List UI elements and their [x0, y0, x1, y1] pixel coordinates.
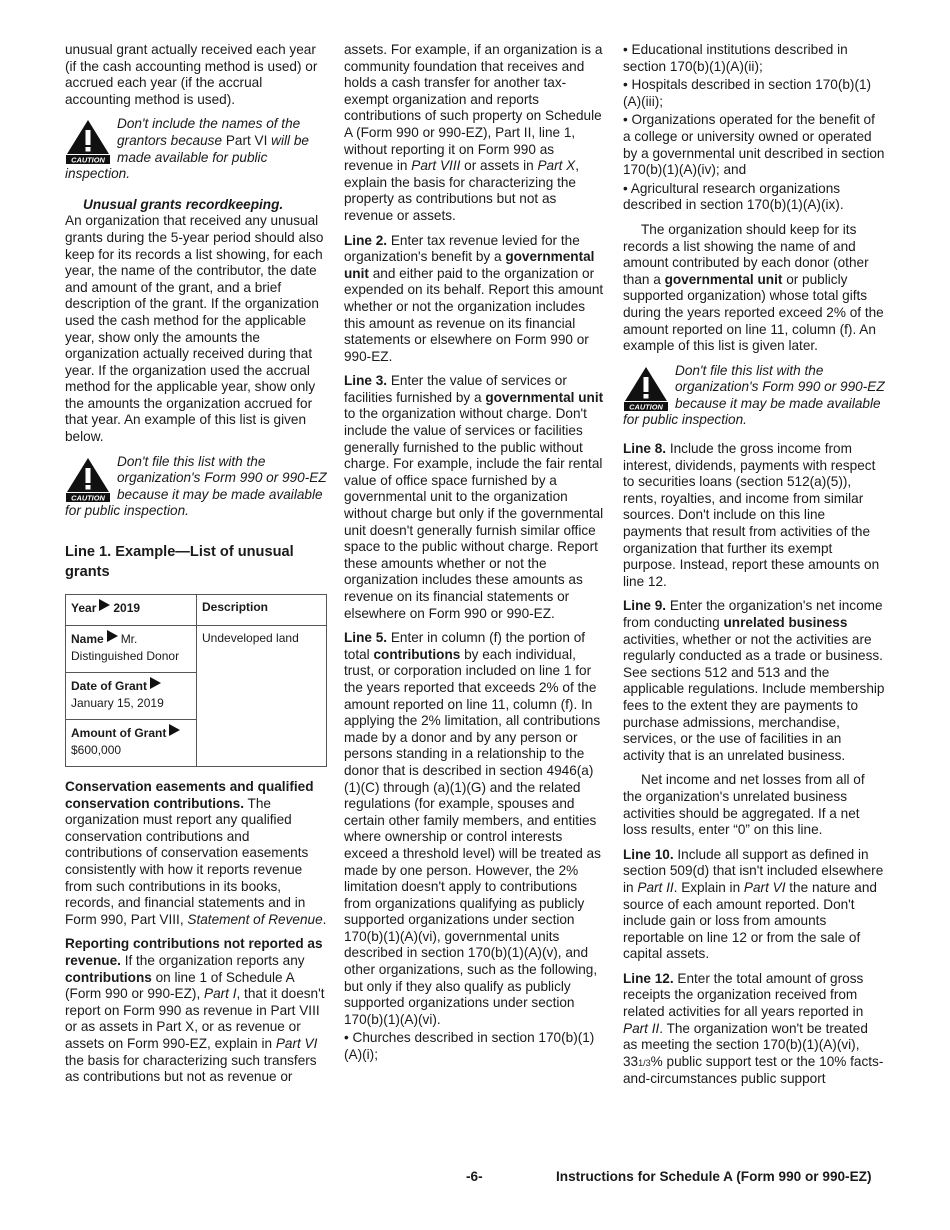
line-2-paragraph: Line 2. Enter tax revenue levied for the organization's benefit by a governmental unit and either paid to the organization or expended on its behalf. Report this amount whether or not the organization includes this amount as revenue on its financial statements or elsewhere on Form 990 or 990-EZ.: [344, 232, 604, 364]
caution-text: Don't file this list with the organization's Form 990 or 990-EZ because it may be made available for public inspection.: [65, 453, 327, 519]
caution-icon: [65, 456, 111, 502]
bullet-item: • Hospitals described in section 170(b)(1)(A)(iii);: [623, 77, 872, 109]
bullet-item: • Organizations operated for the benefit of a college or university owned or operated by a governmental unit described in section 170(b)(1)(A)(iv); and: [623, 112, 885, 178]
bullet-item: • Agricultural research organizations described in section 170(b)(1)(A)(ix).: [623, 180, 844, 213]
reporting-contributions-paragraph: Reporting contributions not reported as revenue. If the organization reports any contributions on line 1 of Schedule A (Form 990 or 990-EZ), Part I, that it doesn't report on Form 990 as revenue in Part VIII or as assets in Part X, or as revenue or assets on Form 990-EZ, explain in Part VI the basis for characterizing such transfers as contributions but not as revenue or: [65, 936, 325, 1085]
line-12-paragraph: Line 12. Enter the total amount of gross receipts the organization received from related activities for all years reported in Part II. The organization won't be treated as meeting the section 170(b)(1)(A)(vi), 331/3% public support test or the 10% facts-and-circumstances public support: [623, 970, 884, 1087]
paragraph-continuation: assets. For example, if an organization is a community foundation that receives and holds a cash transfer for another tax-exempt organization and reports contributions of such property on Schedule A (Form 990 or 990-EZ), Part II, line 1, without reporting it on Form 990 as revenue in Part VIII or assets in Part X, explain the basis for characterizing the property as contributions but not as revenue or assets.: [344, 42, 603, 223]
svg-text:CAUTION: CAUTION: [71, 493, 105, 502]
column-1: [65, 42, 327, 1094]
name-cell: Name Mr. Distinguished Donor: [66, 626, 197, 673]
caution-note-3: [623, 363, 885, 429]
caution-note-2: [65, 454, 327, 520]
line-5-paragraph: Line 5. Enter in column (f) the portion of total contributions by each individual, trust, or corporation included on line 1 for the years reported that exceeds 2% of the amount reported on line 11, column (f). In applying the 2% limitation, all contributions made by a donor and by any person or persons standing in a relationship to the donor that is described in section 4946(a)(1)(C) through (a)(1)(G) and the related regulations (for example, spouses and certain other family members, and entities where ownership or control interests exceed a threshold level) will be treated as made by one person. However, the 2% limitation doesn't apply to contributions from organizations qualifying as publicly supported organizations under section 170(b)(1)(A)(vi), governmental units described in section 170(b)(1)(A)(v), and other organizations, such as the following, but only if they also qualify as publicly supported organizations under section 170(b)(1)(A)(vi).: [344, 630, 601, 1027]
unusual-grants-recordkeeping: Unusual grants recordkeeping. An organization that received any unusual grants during the 5-year period should also keep for its records a list showing, for each year, the name of the contributor, the date and amount of the grant, and a brief description of the grant. If the organization used the cash method for the applicable year, show only the amounts the organization actually received during that year. If the organization used the accrual method for the applicable year, show only the amounts the organization accrued for that year. An example of this list is given below.: [65, 196, 324, 445]
arrow-right-icon: [150, 677, 161, 689]
date-cell: Date of Grant January 15, 2019: [66, 673, 197, 720]
line-8-paragraph: Line 8. Include the gross income from interest, dividends, payments with respect to securities loans (section 512(a)(5)), rents, royalties, and income from similar sources. Don't include on this line payments that result from activities of the organization that further its exempt purpose. Instead, report these amounts on line 12.: [623, 441, 880, 589]
arrow-right-icon: [169, 724, 180, 736]
bullet-item: • Educational institutions described in section 170(b)(1)(A)(ii);: [623, 42, 848, 74]
caution-text: Don't include the names of the grantors because Part VI will be made available for public inspection.: [65, 116, 309, 182]
column-3: [623, 42, 885, 1096]
caution-icon: [623, 365, 669, 411]
svg-text:CAUTION: CAUTION: [71, 155, 105, 165]
unusual-grants-example-table: [65, 594, 327, 767]
year-cell: Year 2019: [66, 595, 197, 626]
line-3-paragraph: Line 3. Enter the value of services or facilities furnished by a governmental unit to the organization without charge. Don't include the value of services or facilities generally furnished to the public without charge. For example, include the fair rental value of office space furnished by a governmental unit to the organization without charge but only if the governmental unit doesn't generally furnish similar office space to the public without charge. Report these amounts whether or not the organization includes these amounts as revenue on its financial statements or elsewhere on Form 990 or 990-EZ.: [344, 373, 604, 621]
line-9-paragraph: Line 9. Enter the organization's net income from conducting unrelated business activities, whether or not the activities are regularly conducted as a trade or business. See sections 512 and 513 and the applicable regulations. Include membership fees to the extent they are payments to purchase admissions, merchandise, services, or the use of facilities in an activity that is an unrelated business.: [623, 598, 885, 763]
svg-text:CAUTION: CAUTION: [629, 402, 663, 411]
keep-records-paragraph: The organization should keep for its records a list showing the name of and amount contributed by each donor (other than a governmental unit or publicly supported organization) whose total gifts during the years reported exceed 2% of the amount reported on line 11, column (f). An example of this list is given later.: [623, 221, 884, 354]
paragraph-continuation: unusual grant actually received each year (if the cash accounting method is used) or accrued each year (if the accrual accounting method is used).: [65, 42, 318, 107]
line-10-paragraph: Line 10. Include all support as defined in section 509(d) that isn't included elsewhere in Part II. Explain in Part VI the nature and source of each amount reported. Don't include gain or loss from amounts reportable on line 12 or from the sale of capital assets.: [623, 846, 884, 962]
arrow-right-icon: [99, 599, 110, 611]
bullet-item: • Churches described in section 170(b)(1)(A)(i);: [344, 1030, 595, 1063]
document-title: Instructions for Schedule A (Form 990 or 990-EZ): [556, 1169, 872, 1184]
amount-cell: Amount of Grant $600,000: [66, 720, 197, 767]
description-header: Description: [197, 595, 327, 626]
page-number: -6-: [466, 1169, 483, 1184]
net-income-paragraph: Net income and net losses from all of the organization's unrelated business activities should be aggregated. If a net loss results, enter “0” on this line.: [623, 772, 865, 838]
description-cell: Undeveloped land: [197, 626, 327, 767]
example-heading: Line 1. Example—List of unusual grants: [65, 544, 294, 581]
caution-note-1: [65, 116, 327, 182]
column-2: [344, 42, 606, 1066]
caution-icon: [65, 118, 111, 164]
caution-text: Don't file this list with the organization's Form 990 or 990-EZ because it may be made available for public inspection.: [623, 362, 885, 428]
arrow-right-icon: [107, 630, 118, 642]
conservation-paragraph: Conservation easements and qualified conservation contributions. The organization must report any qualified conservation contributions and contributions of conservation easements consistently with how it reports revenue from such contributions in its books, records, and financial statements and in Form 990, Part VIII, Statement of Revenue.: [65, 779, 327, 927]
